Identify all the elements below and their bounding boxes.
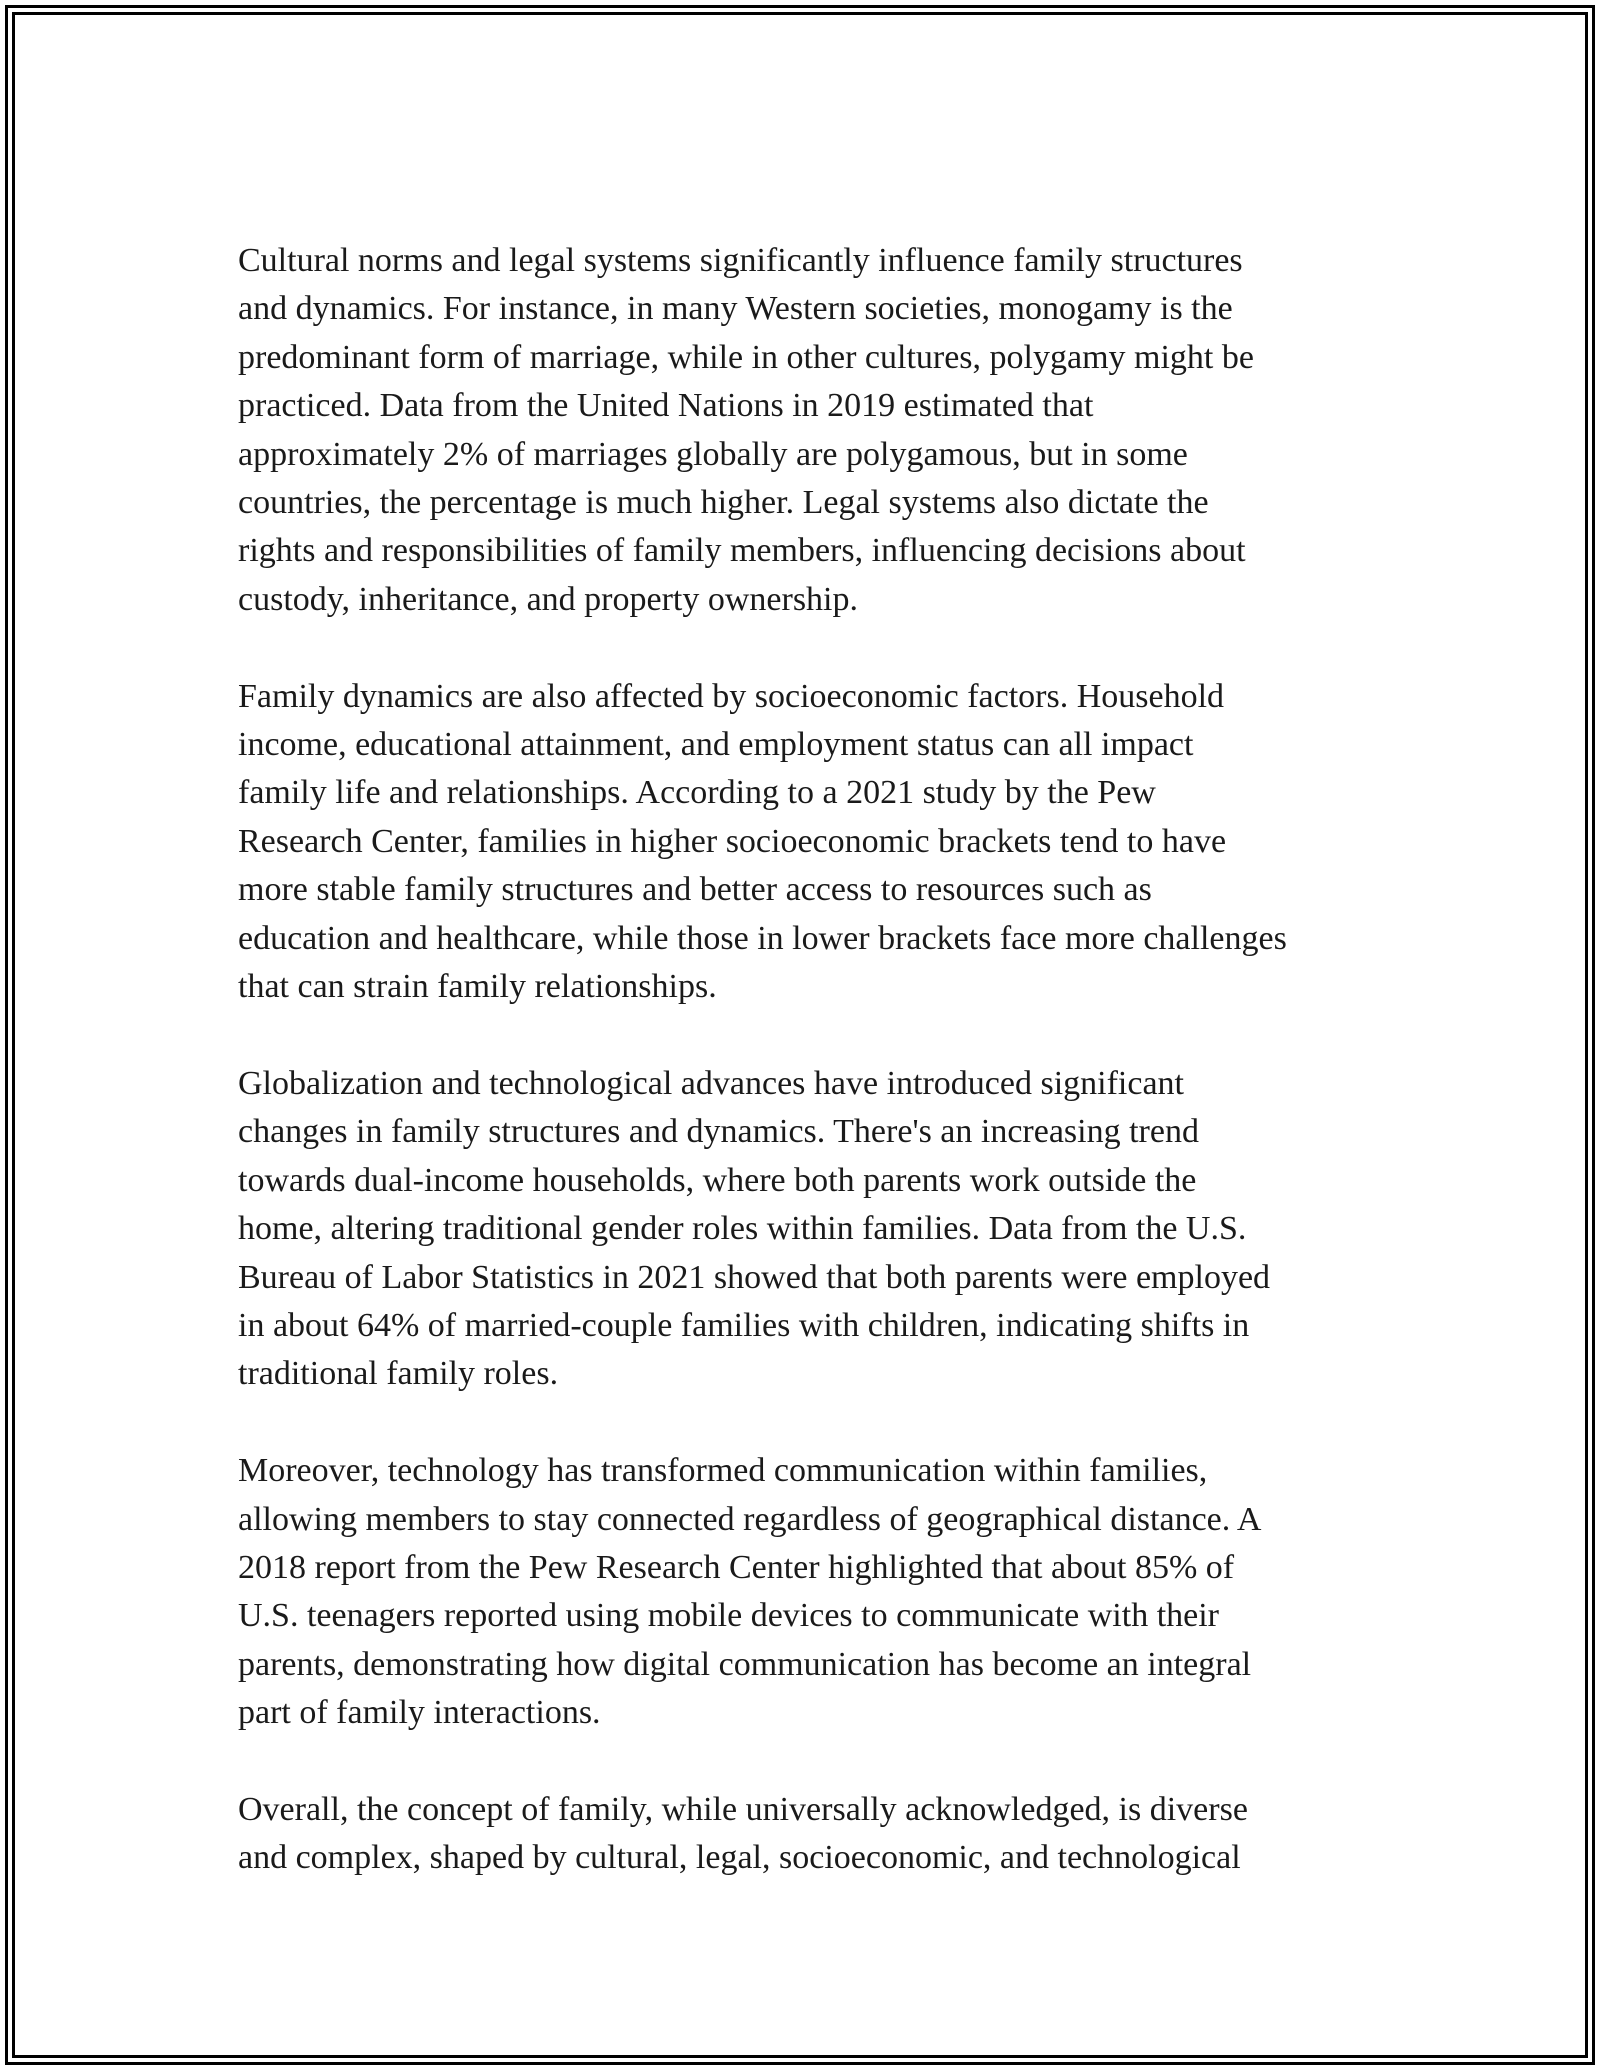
paragraph-overall: Overall, the concept of family, while universally acknowledged, is diverse and complex, shaped by cultural, legal, socioeconomic, and technological [238,1790,1248,1877]
paragraph-socioeconomic: Family dynamics are also affected by socioeconomic factors. Household income, educational attainment, and employment status can all impact family life and relationships. According to a 2021 study by the Pew Research Center, families in higher socioeconomic brackets tend to have more stable family structures and better access to resources such as education and healthcare, while those in lower brackets face more challenges that can strain family relationships. [238,677,1287,1006]
paragraph-globalization: Globalization and technological advances have introduced significant changes in family structures and dynamics. There's an increasing trend towards dual-income households, where both parents work outside the home, altering traditional gender roles within families. Data from the U.S. Bureau of Labor Statistics in 2021 showed that both parents were employed in about 64% of married-couple families with children, indicating shifts in traditional family roles. [238,1064,1271,1393]
document-body [238,237,1388,1931]
paragraph-technology: Moreover, technology has transformed communication within families, allowing members to stay connected regardless of geographical distance. A 2018 report from the Pew Research Center highlighted that about 85% of U.S. teenagers reported using mobile devices to communicate with their parents, demonstrating how digital communication has become an integral part of family interactions. [238,1452,1262,1732]
page-border-inner [12,12,1588,2058]
page-border [5,5,1595,2065]
paragraph-cultural-norms: Cultural norms and legal systems significantly influence family structures and dynamics. For instance, in many Western societies, monogamy is the predominant form of marriage, while in other cultures, polygamy might be practiced. Data from the United Nations in 2019 estimated that approximately 2% of marriages globally are polygamous, but in some countries, the percentage is much higher. Legal systems also dictate the rights and responsibilities of family members, influencing decisions about custody, inheritance, and property ownership. [238,242,1254,618]
